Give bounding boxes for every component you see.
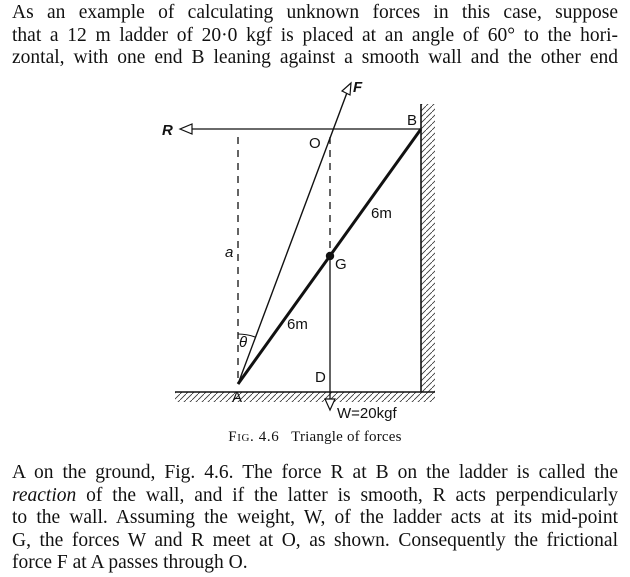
- ground-hatching: [175, 392, 435, 402]
- label-d: D: [315, 369, 326, 386]
- explanation-line-1: A on the ground, Fig. 4.6. The force R at B on the ladder is called the: [12, 462, 618, 483]
- friction-arrow-icon: [342, 83, 351, 95]
- intro-line-3: zontal, with one end B leaning against a smooth wall and the other end: [12, 47, 618, 68]
- label-upper-length: 6m: [371, 205, 392, 222]
- caption-prefix: Fig. 4.6: [228, 429, 280, 445]
- label-a-height: a: [225, 244, 234, 261]
- label-f: F: [353, 79, 363, 96]
- explanation-line-3: to the wall. Assuming the weight, W, of the ladder acts at its mid-point: [12, 507, 618, 528]
- explanation-line-2: [12, 485, 618, 508]
- friction-force-line: [238, 90, 348, 384]
- figure-caption: [0, 429, 630, 446]
- label-weight: W=20kgf: [337, 405, 397, 422]
- explanation-line-5: force F at A passes through O.: [12, 552, 248, 573]
- triangle-of-forces-figure: [150, 79, 450, 422]
- weight-arrow-icon: [325, 399, 335, 410]
- wall-hatching: [421, 104, 435, 392]
- label-g: G: [335, 256, 347, 273]
- label-b: B: [407, 112, 418, 129]
- label-a-point: A: [232, 389, 243, 406]
- caption-title: Triangle of forces: [291, 429, 402, 445]
- explanation-line-4: G, the forces W and R meet at O, as shown. Consequently the frictional: [12, 529, 618, 551]
- midpoint-g: [326, 252, 334, 260]
- label-o: O: [309, 135, 321, 152]
- explanation-line-2-rest: of the wall, and if the latter is smooth, R acts perpendicularly: [76, 484, 618, 506]
- intro-line-2: that a 12 m ladder of 20·0 kgf is placed at an angle of 60° to the hori-: [12, 24, 618, 46]
- label-r: R: [162, 122, 173, 139]
- explanation-paragraph: [12, 462, 618, 575]
- reaction-arrow-icon: [180, 124, 192, 134]
- figure-diagram: [150, 79, 450, 422]
- label-lower-length: 6m: [287, 316, 308, 333]
- intro-paragraph: [12, 2, 618, 70]
- intro-line-1: As an example of calculating unknown forces in this case, suppose: [12, 2, 618, 23]
- reaction-term: reaction: [12, 484, 77, 506]
- label-theta: θ: [239, 334, 248, 351]
